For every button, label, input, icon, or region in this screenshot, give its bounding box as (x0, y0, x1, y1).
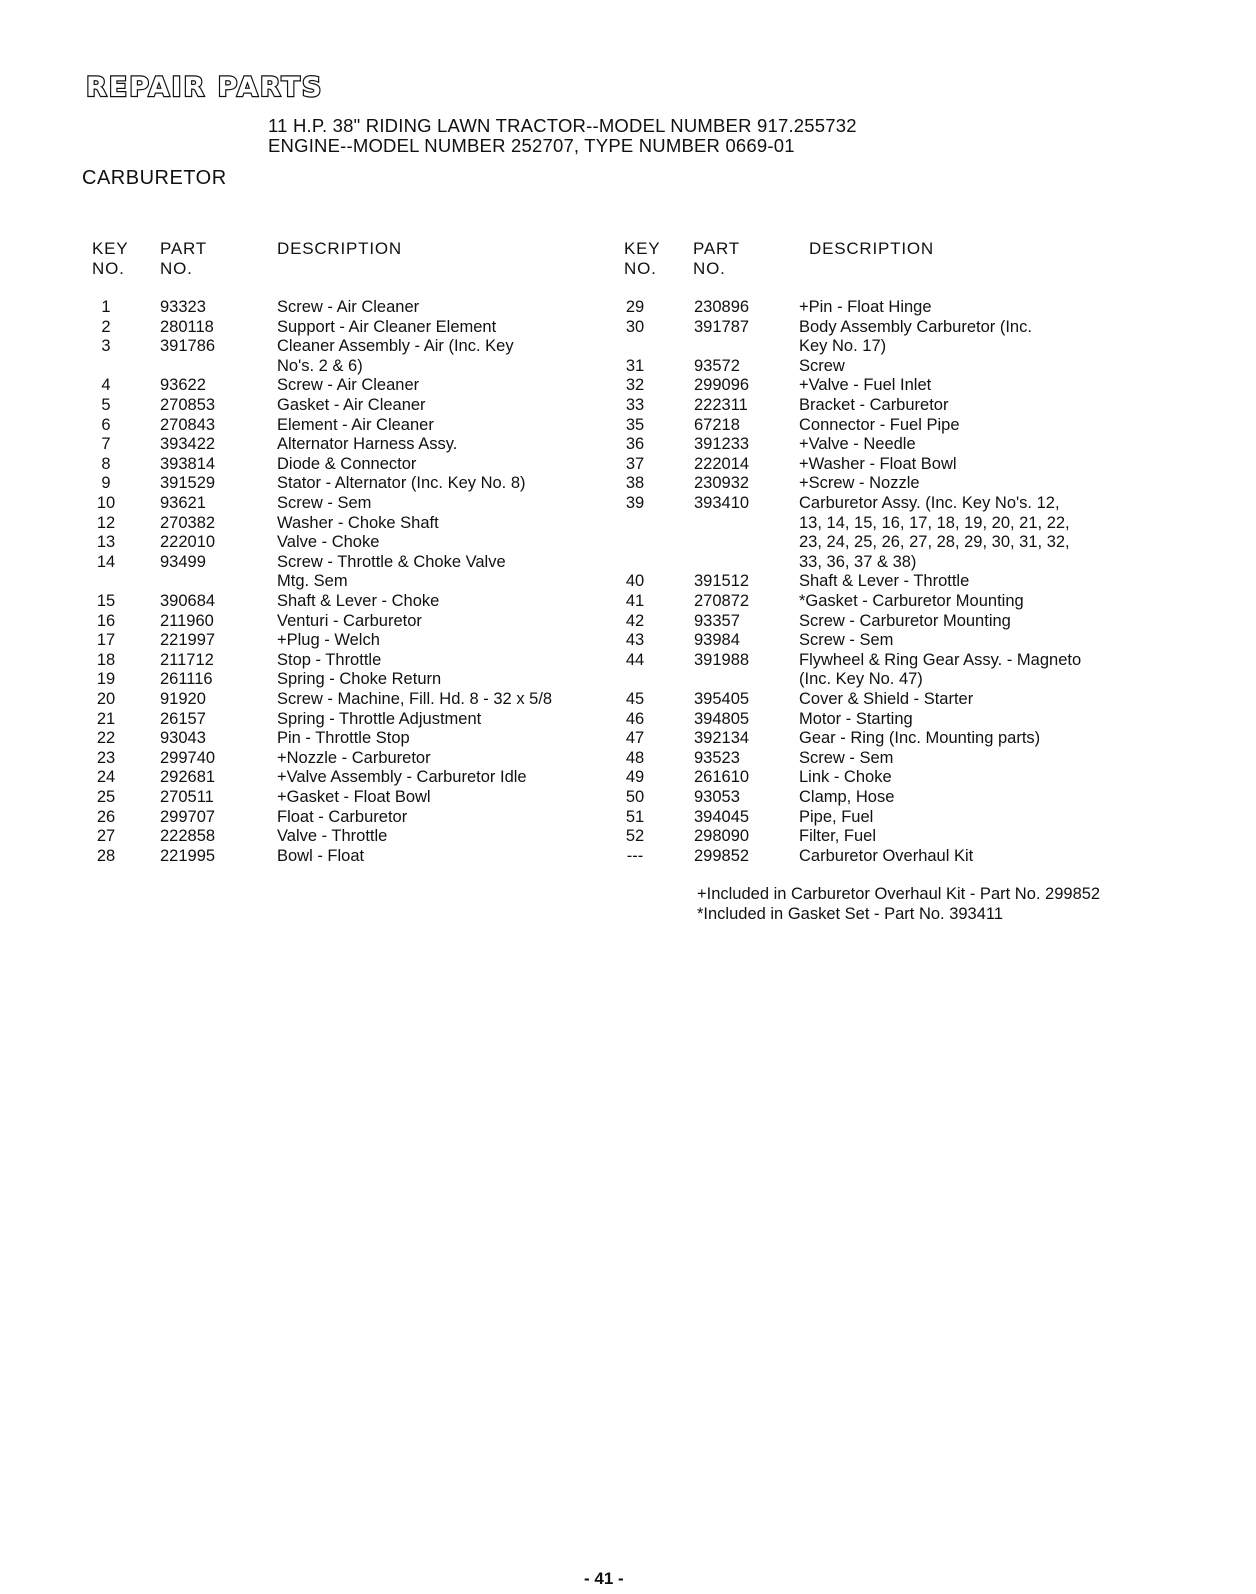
part-no: 390684 (160, 592, 216, 610)
part-no: 299852 (694, 846, 750, 865)
footnote: +Included in Carburetor Overhaul Kit - Part No. 299852 (697, 885, 1101, 903)
key-no-header: KEY NO. (624, 239, 661, 278)
part-no: 93357 (694, 611, 740, 630)
part-description: +Pin - Float Hinge (799, 298, 932, 316)
table-row (0, 768, 1256, 788)
key-no: 15 (96, 592, 116, 610)
key-no: 37 (625, 454, 645, 473)
key-no: 25 (96, 788, 116, 806)
key-no: 52 (625, 827, 645, 846)
key-no: 2 (101, 317, 111, 336)
key-no: 14 (96, 552, 116, 571)
page-number: - 41 - (584, 1569, 624, 1588)
key-no: 17 (96, 631, 116, 650)
key-no: 51 (625, 807, 645, 826)
part-no-header: PART NO. (693, 239, 740, 278)
key-no: 8 (101, 454, 111, 473)
table-row (0, 788, 1256, 808)
table-row (0, 808, 1256, 828)
key-no: 44 (625, 650, 645, 669)
part-description: Motor - Starting (799, 709, 913, 728)
table-row (0, 690, 1256, 710)
table-row (0, 298, 1256, 318)
part-no: 391512 (694, 572, 750, 591)
part-description: Key No. 17) (799, 337, 887, 356)
part-description: Link - Choke (799, 768, 892, 787)
part-no: 221997 (160, 631, 216, 650)
part-description: +Gasket - Float Bowl (277, 788, 431, 806)
table-row (0, 612, 1256, 632)
key-no: 13 (96, 533, 116, 552)
part-description: Carburetor Assy. (Inc. Key No's. 12, (799, 494, 1060, 512)
table-row (0, 847, 1256, 867)
part-description: Pipe, Fuel (799, 807, 874, 826)
part-description: Screw - Air Cleaner (277, 376, 420, 395)
key-no: 31 (625, 356, 645, 375)
part-description: Screw - Carburetor Mounting (799, 611, 1011, 630)
part-no: 299096 (694, 376, 750, 395)
key-no: 48 (625, 748, 645, 767)
table-row (0, 318, 1256, 338)
description-header: DESCRIPTION (277, 239, 402, 258)
part-description: No's. 2 & 6) (277, 356, 363, 375)
key-no: 18 (96, 650, 116, 669)
part-description: Cleaner Assembly - Air (Inc. Key (277, 337, 514, 356)
table-row (0, 651, 1256, 671)
key-no: 29 (625, 298, 645, 316)
table-row (0, 396, 1256, 416)
model-subtitle (268, 116, 857, 156)
part-no: 394045 (694, 807, 750, 826)
key-no: 6 (101, 415, 111, 434)
part-description: Stop - Throttle (277, 650, 382, 669)
description-header: DESCRIPTION (809, 239, 934, 258)
key-no: 26 (96, 807, 116, 826)
part-description: Pin - Throttle Stop (277, 729, 410, 748)
part-no: 93499 (160, 552, 206, 571)
part-no: 211960 (160, 611, 214, 630)
part-description: 13, 14, 15, 16, 17, 18, 19, 20, 21, 22, (799, 513, 1070, 532)
key-no: 40 (625, 572, 645, 591)
table-row (0, 749, 1256, 769)
part-no: 391233 (694, 435, 750, 454)
part-no: 91920 (160, 690, 206, 708)
part-no: 230932 (694, 474, 750, 493)
table-row (0, 553, 1256, 573)
table-row (0, 494, 1256, 514)
table-row (0, 631, 1256, 651)
key-no: 20 (96, 690, 116, 708)
key-no: 39 (625, 494, 645, 512)
part-no: 299740 (160, 748, 216, 767)
table-row (0, 435, 1256, 455)
footnotes (697, 885, 1100, 924)
key-no: 7 (101, 435, 111, 454)
part-description: +Washer - Float Bowl (799, 454, 957, 473)
part-no: 270872 (694, 592, 750, 610)
part-description: Screw - Machine, Fill. Hd. 8 - 32 x 5/8 (277, 690, 553, 708)
key-no: 49 (625, 768, 645, 787)
part-no: 393410 (694, 494, 750, 512)
part-no: 261610 (694, 768, 750, 787)
table-row (0, 729, 1256, 749)
part-no: 211712 (160, 650, 214, 669)
key-no: 50 (625, 788, 645, 806)
part-no: 93572 (694, 356, 740, 375)
part-no: 26157 (160, 709, 206, 728)
table-row (0, 572, 1256, 592)
key-no: 4 (101, 376, 111, 395)
part-description: Alternator Harness Assy. (277, 435, 458, 454)
key-no-header: KEY NO. (92, 239, 129, 278)
part-no: 93523 (694, 748, 740, 767)
part-description: Screw (799, 356, 845, 375)
part-no: 230896 (694, 298, 750, 316)
part-description: +Valve - Fuel Inlet (799, 376, 932, 395)
part-description: Cover & Shield - Starter (799, 690, 974, 708)
part-description: 23, 24, 25, 26, 27, 28, 29, 30, 31, 32, (799, 533, 1070, 552)
key-no: 43 (625, 631, 645, 650)
part-description: Filter, Fuel (799, 827, 877, 846)
part-description: 33, 36, 37 & 38) (799, 552, 917, 571)
part-description: +Valve - Needle (799, 435, 916, 454)
part-no: 394805 (694, 709, 750, 728)
key-no: 27 (96, 827, 116, 846)
part-no: 93323 (160, 298, 206, 316)
part-no: 93621 (160, 494, 206, 512)
part-no: 391988 (694, 650, 750, 669)
key-no: 19 (96, 670, 116, 689)
part-no: 222858 (160, 827, 216, 846)
key-no: 28 (96, 846, 116, 865)
part-no: 270382 (160, 513, 216, 532)
table-row (0, 592, 1256, 612)
part-no: 270843 (160, 415, 216, 434)
key-no: 10 (96, 494, 116, 512)
part-no: 261116 (160, 670, 213, 689)
table-row (0, 357, 1256, 377)
key-no: 16 (96, 611, 116, 630)
part-no: 298090 (694, 827, 750, 846)
part-description: Screw - Sem (799, 748, 894, 767)
key-no: 12 (96, 513, 116, 532)
part-no: 395405 (694, 690, 750, 708)
part-description: Element - Air Cleaner (277, 415, 434, 434)
table-row (0, 376, 1256, 396)
part-no: 270853 (160, 396, 216, 414)
table-row (0, 416, 1256, 436)
table-row (0, 514, 1256, 534)
part-description: Valve - Throttle (277, 827, 388, 846)
part-description: Screw - Sem (277, 494, 372, 512)
part-description: Valve - Choke (277, 533, 380, 552)
key-no: 21 (96, 709, 116, 728)
key-no: 41 (625, 592, 645, 610)
part-description: (Inc. Key No. 47) (799, 670, 923, 689)
part-description: Stator - Alternator (Inc. Key No. 8) (277, 474, 526, 493)
table-row (0, 455, 1256, 475)
part-description: Carburetor Overhaul Kit (799, 846, 974, 865)
part-no: 299707 (160, 807, 216, 826)
part-description: Shaft & Lever - Choke (277, 592, 440, 610)
footnote: *Included in Gasket Set - Part No. 393411 (697, 904, 1004, 923)
part-no-header: PART NO. (160, 239, 207, 278)
key-no: 33 (625, 396, 645, 414)
part-no: 391786 (160, 337, 216, 356)
part-no: 222010 (160, 533, 216, 552)
key-no: 1 (101, 298, 111, 316)
part-description: Mtg. Sem (277, 572, 348, 591)
part-no: 280118 (160, 317, 214, 336)
part-description: Shaft & Lever - Throttle (799, 572, 970, 591)
part-no: 393814 (160, 454, 216, 473)
part-no: 222014 (694, 454, 750, 473)
key-no: 38 (625, 474, 645, 493)
table-row (0, 533, 1256, 553)
part-no: 93053 (694, 788, 740, 806)
key-no: 46 (625, 709, 645, 728)
part-description: Diode & Connector (277, 454, 417, 473)
part-description: +Plug - Welch (277, 631, 380, 650)
key-no: 42 (625, 611, 645, 630)
part-description: +Screw - Nozzle (799, 474, 920, 493)
key-no: 9 (101, 474, 111, 493)
part-description: Bowl - Float (277, 846, 365, 865)
subtitle-line: ENGINE--MODEL NUMBER 252707, TYPE NUMBER 0669-01 (268, 135, 795, 156)
part-no: 221995 (160, 846, 216, 865)
key-no: 32 (625, 376, 645, 395)
part-description: Connector - Fuel Pipe (799, 415, 960, 434)
key-no: --- (626, 846, 644, 865)
part-description: Float - Carburetor (277, 807, 408, 826)
part-description: Gasket - Air Cleaner (277, 396, 426, 414)
part-no: 222311 (694, 396, 748, 414)
part-description: Flywheel & Ring Gear Assy. - Magneto (799, 650, 1082, 669)
table-row (0, 670, 1256, 690)
part-description: Gear - Ring (Inc. Mounting parts) (799, 729, 1041, 748)
part-no: 67218 (694, 415, 740, 434)
part-description: *Gasket - Carburetor Mounting (799, 592, 1024, 610)
part-no: 391787 (694, 317, 750, 336)
part-no: 93622 (160, 376, 206, 395)
key-no: 36 (625, 435, 645, 454)
part-description: +Nozzle - Carburetor (277, 748, 431, 767)
part-description: Screw - Sem (799, 631, 894, 650)
part-no: 93984 (694, 631, 740, 650)
part-no: 391529 (160, 474, 216, 493)
part-description: Body Assembly Carburetor (Inc. (799, 317, 1032, 336)
part-description: Support - Air Cleaner Element (277, 317, 497, 336)
part-description: Spring - Choke Return (277, 670, 442, 689)
subtitle-line: 11 H.P. 38" RIDING LAWN TRACTOR--MODEL NUMBER 917.255732 (268, 115, 857, 136)
part-no: 270511 (160, 788, 214, 806)
part-description: Clamp, Hose (799, 788, 895, 806)
key-no: 22 (96, 729, 116, 748)
section-heading: CARBURETOR (82, 167, 227, 189)
part-description: Venturi - Carburetor (277, 611, 422, 630)
part-description: Screw - Throttle & Choke Valve (277, 552, 506, 571)
table-row (0, 710, 1256, 730)
part-no: 392134 (694, 729, 750, 748)
part-description: Bracket - Carburetor (799, 396, 949, 414)
table-row (0, 337, 1256, 357)
key-no: 35 (625, 415, 645, 434)
table-row (0, 827, 1256, 847)
table-row (0, 474, 1256, 494)
part-description: Spring - Throttle Adjustment (277, 709, 482, 728)
key-no: 5 (101, 396, 111, 414)
part-description: Washer - Choke Shaft (277, 513, 439, 532)
part-no: 292681 (160, 768, 216, 787)
part-no: 93043 (160, 729, 206, 748)
part-no: 393422 (160, 435, 216, 454)
page-title: REPAIR PARTS (86, 72, 324, 103)
key-no: 47 (625, 729, 645, 748)
part-description: +Valve Assembly - Carburetor Idle (277, 768, 527, 787)
part-description: Screw - Air Cleaner (277, 298, 420, 316)
key-no: 24 (96, 768, 116, 787)
key-no: 45 (625, 690, 645, 708)
key-no: 23 (96, 748, 116, 767)
key-no: 30 (625, 317, 645, 336)
key-no: 3 (101, 337, 111, 356)
